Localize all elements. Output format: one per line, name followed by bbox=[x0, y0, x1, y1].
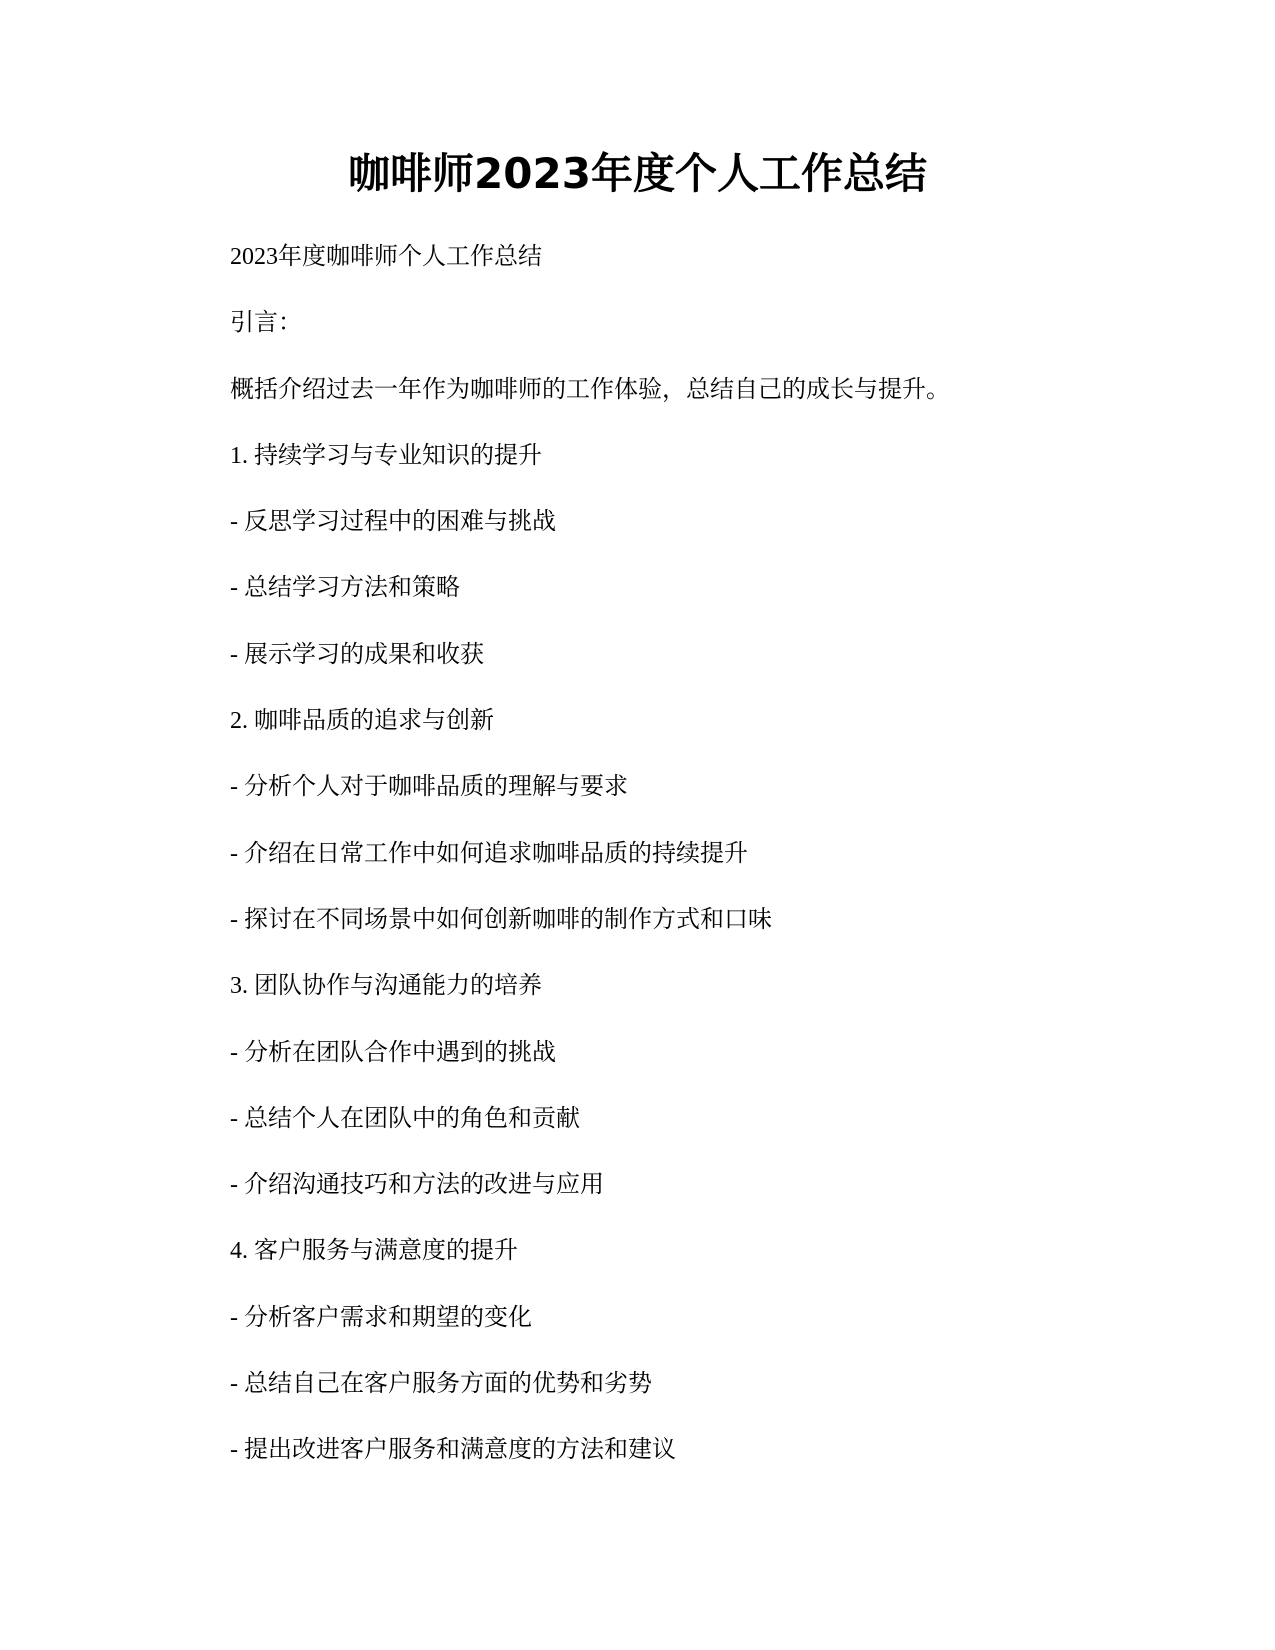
bullet-item: - 介绍沟通技巧和方法的改进与应用 bbox=[230, 1172, 604, 1199]
bullet-item: - 提出改进客户服务和满意度的方法和建议 bbox=[230, 1437, 676, 1464]
bullet-item: - 反思学习过程中的困难与挑战 bbox=[230, 509, 556, 536]
section-heading-3: 3. 团队协作与沟通能力的培养 bbox=[230, 973, 542, 1000]
bullet-item: - 总结自己在客户服务方面的优势和劣势 bbox=[230, 1371, 652, 1398]
section-heading-4: 4. 客户服务与满意度的提升 bbox=[230, 1238, 518, 1265]
section-heading-2: 2. 咖啡品质的追求与创新 bbox=[230, 708, 494, 735]
subtitle-line: 2023年度咖啡师个人工作总结 bbox=[230, 244, 542, 270]
bullet-item: - 探讨在不同场景中如何创新咖啡的制作方式和口味 bbox=[230, 906, 772, 933]
intro-heading: 引言： bbox=[230, 310, 302, 337]
bullet-item: - 分析在团队合作中遇到的挑战 bbox=[230, 1039, 556, 1066]
document-title: 咖啡师2023年度个人工作总结 bbox=[348, 149, 927, 198]
bullet-item: - 总结学习方法和策略 bbox=[230, 575, 460, 602]
document-body bbox=[230, 240, 1230, 1500]
bullet-item: - 展示学习的成果和收获 bbox=[230, 641, 484, 668]
bullet-item: - 分析客户需求和期望的变化 bbox=[230, 1304, 532, 1331]
bullet-item: - 分析个人对于咖啡品质的理解与要求 bbox=[230, 774, 628, 801]
intro-paragraph: 概括介绍过去一年作为咖啡师的工作体验，总结自己的成长与提升。 bbox=[230, 376, 950, 403]
section-heading-1: 1. 持续学习与专业知识的提升 bbox=[230, 442, 542, 469]
bullet-item: - 介绍在日常工作中如何追求咖啡品质的持续提升 bbox=[230, 840, 748, 867]
bullet-item: - 总结个人在团队中的角色和贡献 bbox=[230, 1105, 580, 1132]
